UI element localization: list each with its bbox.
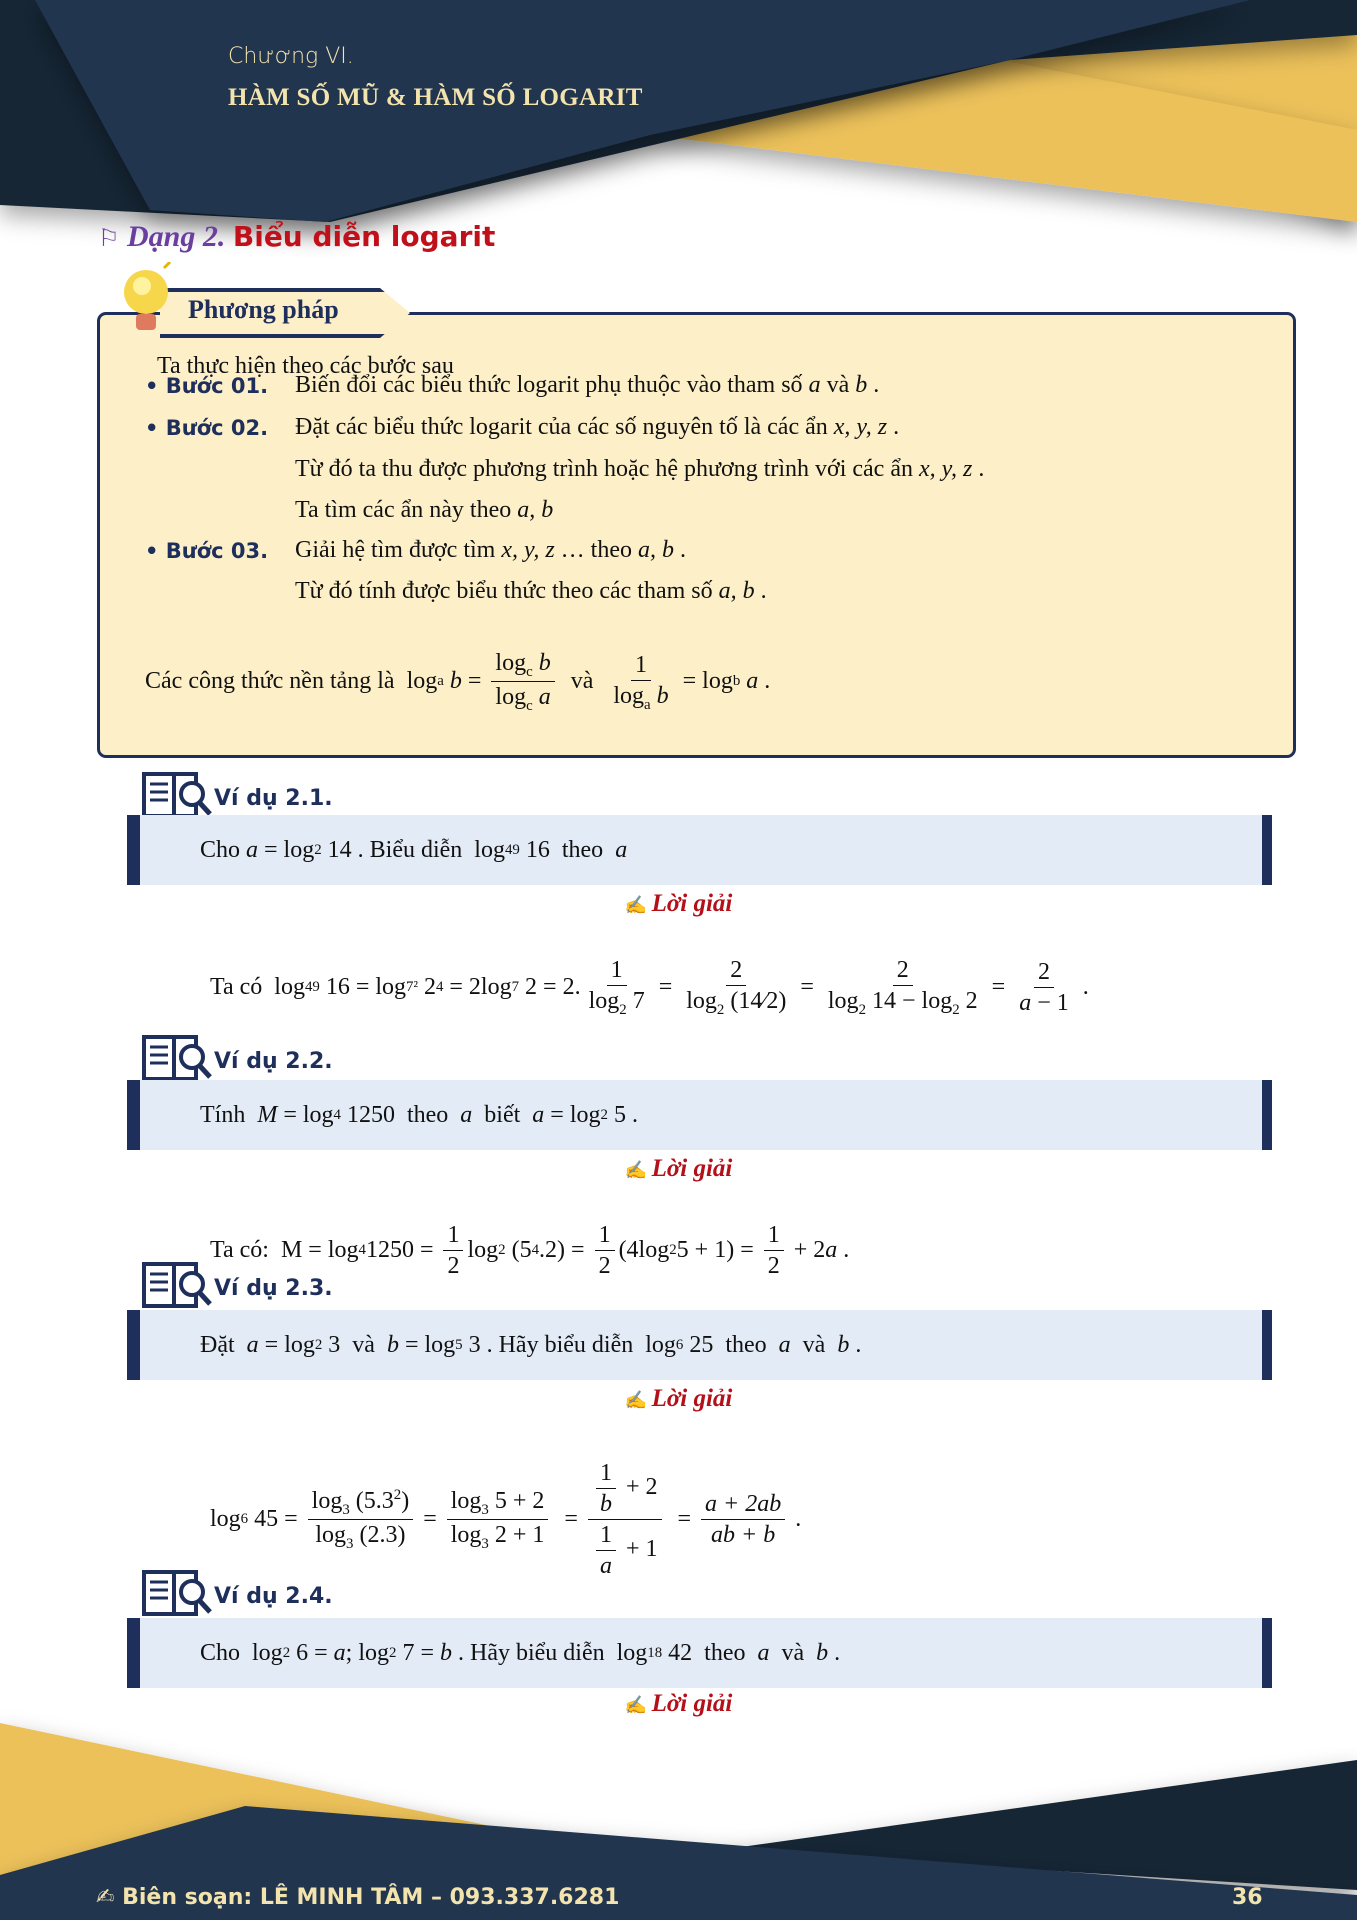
step-label: • Bước 02. [145,415,269,440]
math-fraction [585,955,649,1019]
solution-label-text: Lời giải [651,1690,733,1717]
math-text: 1 [635,651,647,678]
math-fraction [1015,957,1073,1018]
math-text: log [210,1506,241,1532]
math-text: và [769,1639,817,1666]
math-text: 1 [610,957,623,983]
math-variable: a [460,1101,473,1128]
fraction-numerator [631,650,651,681]
math-text: 16 = log [319,973,407,1000]
math-text: 42 theo [662,1639,758,1666]
math-text: 5 . [607,1101,638,1128]
fraction-numerator [491,648,554,682]
math-subscript: a [437,673,444,690]
fraction-numerator [588,1458,662,1520]
math-text: = [652,973,679,1000]
math-subscript: 2 [619,1001,627,1018]
math-subscript: 49 [304,978,320,995]
math-text: . [828,1639,841,1666]
math-text: . [1076,973,1089,1000]
math-text: 1 [767,1222,780,1248]
fraction-numerator [893,955,913,986]
method-step-line [145,537,686,564]
fraction-denominator [596,1551,616,1581]
math-text: 14 . Biểu diễn log [321,836,505,863]
math-text: = 2log [443,973,512,1000]
math-subscript: 2 [952,1001,960,1018]
pen-icon: ✍ [624,895,652,915]
math-variable: a + 2ab [705,1491,782,1517]
math-text: Tính [200,1101,258,1128]
method-step-line [145,578,767,605]
math-fraction [491,648,554,716]
pen-icon: ✍ [624,1695,652,1715]
math-text: . [887,414,900,440]
math-subscript: 3 [342,1501,350,1518]
math-text: … theo [554,537,638,563]
math-variable: a, b [638,537,674,563]
fraction-numerator [447,1486,549,1520]
chapter-label: Chương VI. [228,44,354,69]
math-text: Đặt các biểu thức logarit của các số nguyên tố là các ẩn [295,414,834,440]
math-text: và [820,372,856,398]
math-text: = log [676,668,733,695]
math-variable: b [837,1331,850,1358]
math-text: 45 = [248,1506,304,1532]
math-text: = log [258,1331,315,1358]
fraction-denominator [764,1251,784,1281]
math-fraction [764,1220,784,1281]
example-heading [142,1260,333,1317]
math-subscript: 2 [389,1644,397,1661]
math-variable: a [757,1639,770,1666]
math-variable: a [740,668,759,695]
math-subscript: b [732,673,741,690]
math-text: = [552,1506,584,1532]
math-text: .2) = [539,1237,591,1263]
math-subscript: 7² [406,978,418,995]
math-fraction [588,1458,662,1581]
example-heading [142,1568,333,1625]
fraction-numerator [1034,957,1054,988]
math-variable: b [443,668,462,695]
math-text: 1250 = [365,1237,440,1263]
math-variable: a [532,1101,545,1128]
solution-label [0,1690,1357,1718]
math-text: ; log [345,1639,390,1666]
math-text: . [674,537,686,563]
math-text: Đặt [200,1331,247,1358]
fraction-numerator [764,1220,784,1251]
math-text: 2 [598,1253,611,1279]
math-subscript: 3 [346,1535,354,1552]
math-variable: b [532,650,551,676]
math-text: 1 [599,1460,612,1486]
math-variable: b [816,1639,829,1666]
math-subscript: 18 [647,1644,663,1661]
math-text: = log [277,1101,334,1128]
math-subscript: 2 [716,1001,725,1018]
math-variable: a [246,1331,259,1358]
method-title: Phương pháp [188,295,339,324]
lightbulb-icon [118,262,174,342]
fraction-denominator [443,1251,463,1281]
method-step-line [145,372,879,399]
math-variable: ab + b [711,1522,776,1548]
fraction-numerator [596,1520,616,1551]
math-subscript: 2 [498,1242,506,1258]
math-text: 5 + 1) = [676,1237,760,1263]
math-text: 2 [730,957,743,983]
fraction-denominator [682,986,790,1019]
math-text: Ta có: M = log [210,1237,359,1263]
fraction-numerator [308,1486,414,1520]
fraction-denominator [311,1520,409,1553]
book-magnifier-icon [142,1260,214,1317]
math-text: và [790,1331,838,1358]
math-variable: a, b [517,497,554,523]
pen-icon: ✍ [624,1160,652,1180]
math-text: log [613,682,645,709]
math-text: . [849,1331,862,1358]
math-text: log [467,1237,499,1263]
math-superscript: 4 [531,1242,540,1258]
math-variable: a [808,372,821,398]
math-text: . [867,372,880,398]
math-text: . [789,1506,802,1532]
method-step-line [145,414,899,441]
math-text: 1 [447,1222,460,1248]
math-text: + 2 [619,1474,658,1501]
math-text: 6 = [290,1639,334,1666]
math-superscript: 4 [435,978,444,995]
step-label: • Bước 03. [145,538,269,563]
math-text: 14 − log [866,988,953,1014]
math-text: Ta tìm các ẩn này theo [295,497,518,523]
math-subscript: a [644,696,651,713]
math-text: log [450,1522,482,1548]
math-text: 16 theo [519,836,616,863]
math-subscript: 5 [455,1336,463,1353]
fraction-denominator [824,986,982,1019]
math-text: = log [258,836,315,863]
math-text: 2 [959,988,978,1014]
math-variable: b [650,682,669,709]
math-subscript: 6 [675,1336,684,1353]
math-subscript: 49 [504,841,520,858]
example-problem [127,1310,1272,1380]
math-text: = [665,1506,698,1532]
math-fraction [596,1520,616,1581]
math-subscript: 2 [314,1336,323,1353]
solution-label [0,1155,1357,1183]
example-title: Ví dụ 2.3. [214,1276,333,1301]
math-subscript: 2 [858,1001,866,1018]
math-text: 2 [767,1253,780,1279]
math-subscript: 2 [600,1106,608,1123]
math-text: + 1 [619,1536,658,1563]
math-fraction [447,1486,549,1554]
math-fraction [596,1458,616,1519]
math-variable: a [246,836,259,863]
flag-icon: ⚐ [98,226,120,252]
math-fraction [595,1220,615,1281]
math-superscript: 2 [393,1486,402,1503]
math-text: log [495,684,527,711]
fraction-numerator [596,1458,616,1489]
math-text: (4log [618,1237,670,1263]
fraction-numerator [726,955,746,986]
math-text: 5 + 2 [488,1487,545,1514]
math-variable: a [333,1639,346,1666]
fraction-numerator [443,1220,463,1251]
book-magnifier-icon [142,1568,214,1625]
math-variable: b [855,372,868,398]
math-fraction [609,650,672,714]
page-number: 36 [1232,1885,1263,1910]
math-text: 3 và [322,1331,387,1358]
math-text: Ta có log [210,973,305,1000]
math-text: 1250 theo [340,1101,461,1128]
math-variable: a [532,684,551,711]
math-text: 25 theo [683,1331,779,1358]
math-text: 1 [599,1522,612,1548]
math-text: Cho [200,836,247,863]
math-text: 3 . Hãy biểu diễn log [462,1331,676,1358]
math-fraction [701,1489,785,1550]
math-variable: M [257,1101,278,1128]
math-text: log [686,988,717,1014]
math-variable: b [599,1491,612,1517]
math-text: 2 = 2. [519,973,581,1000]
math-variable: a, b [718,578,755,604]
fraction-denominator [585,986,649,1019]
math-text: . [758,668,771,695]
math-text: và [558,668,606,695]
solution-math [210,955,1089,1019]
math-subscript: 3 [481,1535,489,1552]
math-text: ) [401,1487,410,1514]
math-variable: a [825,1237,838,1263]
math-variable: a [778,1331,791,1358]
math-text: log [588,988,620,1014]
example-problem [127,1618,1272,1688]
solution-label-text: Lời giải [651,1385,733,1412]
math-text: log [311,1487,343,1514]
solution-label [0,1385,1357,1413]
math-text: log [495,650,527,676]
math-text: 2 + 1 [488,1522,545,1548]
math-text: = [461,668,488,695]
math-subscript: 2 [669,1242,677,1258]
math-text: Biến đổi các biểu thức logarit phụ thuộc vào tham số [295,372,809,398]
math-subscript: c [526,698,533,715]
base-formula [145,648,770,716]
math-text: (14⁄2) [724,988,787,1014]
math-text: biết [472,1101,533,1128]
fraction-denominator [595,1251,615,1281]
math-subscript: 3 [481,1501,489,1518]
math-subscript: 2 [314,841,322,858]
math-variable: a [599,1553,612,1579]
math-text: 2 [417,973,436,1000]
math-text: 7 [626,988,645,1014]
math-text: = [985,973,1012,1000]
math-subscript: 2 [282,1644,291,1661]
math-text: Giải hệ tìm được tìm [295,537,502,563]
fraction-denominator [609,681,672,714]
solution-label [0,890,1357,918]
fraction-denominator [707,1520,779,1550]
math-text: = log [544,1101,601,1128]
math-subscript: 4 [358,1242,366,1258]
footer-author: ✍ Biên soạn: LÊ MINH TÂM – 093.337.6281 [96,1885,620,1910]
example-title: Ví dụ 2.4. [214,1584,333,1609]
math-text: . [972,456,985,482]
math-text: log [827,988,859,1014]
method-step-line [145,456,984,483]
section-heading [98,220,495,254]
example-problem [127,1080,1272,1150]
math-text: Từ đó tính được biểu thức theo các tham số [295,578,719,604]
fraction-denominator [1015,988,1073,1018]
math-text: 2 [447,1253,460,1279]
method-step-line [145,497,553,524]
math-variable: x, y, z [501,537,555,563]
math-fraction [308,1486,414,1554]
solution-label-text: Lời giải [651,1155,733,1182]
math-text: = [417,1506,443,1532]
fraction-denominator [491,682,554,715]
example-problem [127,815,1272,885]
math-text: . Hãy biểu diễn log [452,1639,648,1666]
math-fraction [682,955,790,1019]
math-fraction [443,1220,463,1281]
section-label: Dạng 2. [127,220,226,253]
fraction-numerator [595,1220,615,1251]
chapter-title: HÀM SỐ MŨ & HÀM SỐ LOGARIT [228,84,643,111]
math-subscript: 4 [333,1106,341,1123]
math-text: Từ đó ta thu được phương trình hoặc hệ phương trình với các ẩn [295,456,919,482]
math-text: 7 = [396,1639,440,1666]
math-subscript: 7 [511,978,520,995]
fraction-denominator [596,1489,616,1519]
example-title: Ví dụ 2.2. [214,1049,333,1074]
section-name: Biểu diễn logarit [232,220,496,253]
math-text: 2 [1037,958,1050,985]
math-text: . [837,1237,850,1263]
math-text: (2.3) [353,1522,406,1548]
math-subscript: 6 [240,1511,249,1527]
method-intro: Ta thực hiện theo các bước sau [157,353,454,379]
math-variable: a [615,836,628,863]
math-text: + 2 [787,1237,826,1263]
pen-icon: ✍ [624,1390,652,1410]
fraction-numerator [607,955,627,986]
math-text: Các công thức nền tảng là log [145,668,438,695]
math-variable: b [440,1639,452,1666]
math-text: (5 [505,1237,532,1263]
fraction-denominator [447,1520,549,1553]
fraction-numerator [701,1489,785,1520]
math-text: = [794,973,820,1000]
math-variable: x, y, z [919,456,973,482]
math-text: (5.3 [349,1487,394,1514]
solution-label-text: Lời giải [651,890,733,917]
math-text: Cho log [200,1639,283,1666]
math-variable: x, y, z [833,414,888,440]
math-text: 2 [896,957,909,983]
math-variable: b [386,1331,399,1358]
math-text: . [754,578,767,604]
solution-math [210,1458,801,1581]
step-label: • Bước 01. [145,373,269,398]
math-text: log [450,1487,482,1514]
math-subscript: c [526,663,533,680]
example-title: Ví dụ 2.1. [214,786,333,811]
fraction-denominator [588,1520,662,1581]
math-text: − 1 [1031,989,1069,1016]
math-variable: a [1019,989,1032,1016]
math-text: 1 [598,1222,611,1248]
math-fraction [824,955,982,1019]
math-text: = log [398,1331,456,1358]
math-text: log [315,1522,347,1548]
